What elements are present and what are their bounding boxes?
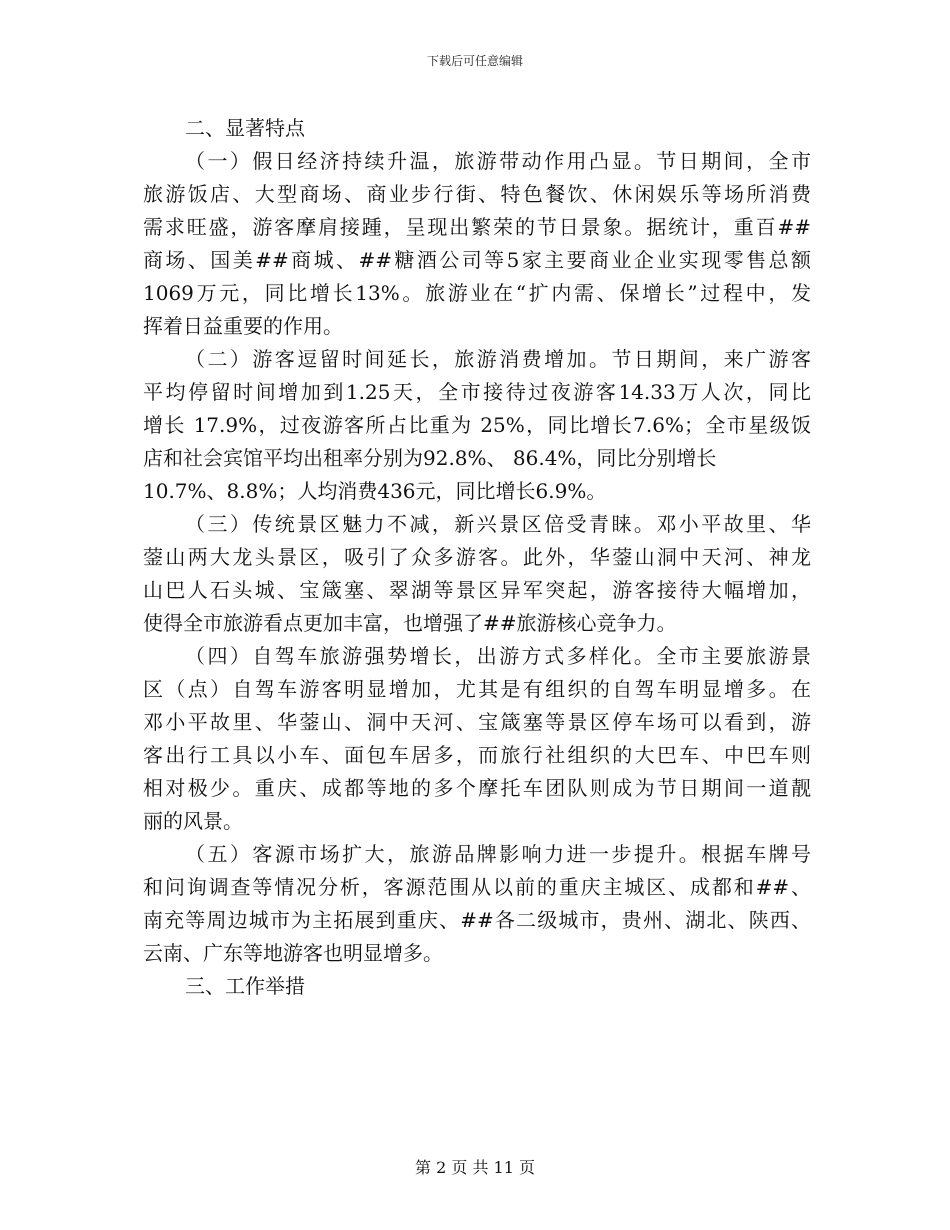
- text-line: 商场、国美##商城、##糖酒公司等5家主要商业企业实现零售总额: [143, 248, 811, 272]
- text-line: 店和社会宾馆平均出租率分别为92.8%、 86.4%，同比分别增长: [143, 446, 717, 470]
- text-line: （五）客源市场扩大，旅游品牌影响力进一步提升。根据车牌号: [185, 842, 811, 866]
- text-line: （一）假日经济持续升温，旅游带动作用凸显。节日期间，全市: [185, 149, 811, 173]
- text-line: 丽的风景。: [143, 809, 243, 833]
- page-number-footer: 第 2 页 共 11 页: [415, 1158, 535, 1177]
- paragraph-stay-duration: [143, 343, 811, 508]
- text-line: 1069万元，同比增长13%。旅游业在“扩内需、保增长”过程中，发: [143, 281, 811, 305]
- section-heading-features: 二、显著特点: [185, 116, 305, 140]
- text-line: 山巴人石头城、宝箴塞、翠湖等景区异军突起，游客接待大幅增加，: [143, 578, 811, 602]
- text-line: （四）自驾车旅游强势增长，出游方式多样化。全市主要旅游景: [185, 644, 811, 668]
- page-header-note: 下载后可任意编辑: [426, 54, 523, 68]
- text-line: 南充等周边城市为主拓展到重庆、##各二级城市，贵州、湖北、陕西、: [143, 908, 811, 932]
- text-line: 10.7%、8.8%；人均消费436元，同比增长6.9%。: [143, 479, 607, 503]
- text-line: 区（点）自驾车游客明显增加，尤其是有组织的自驾车明显增多。在: [143, 677, 811, 701]
- text-line: 云南、广东等地游客也明显增多。: [143, 941, 443, 965]
- text-line: 挥着日益重要的作用。: [143, 314, 343, 338]
- section-heading-measures: 三、工作举措: [185, 974, 305, 998]
- text-line: （二）游客逗留时间延长，旅游消费增加。节日期间，来广游客: [185, 347, 811, 371]
- text-line: 使得全市旅游看点更加丰富，也增强了##旅游核心竞争力。: [143, 611, 677, 635]
- text-line: 需求旺盛，游客摩肩接踵，呈现出繁荣的节日景象。据统计，重百##: [143, 215, 811, 239]
- text-line: 相对极少。重庆、成都等地的多个摩托车团队则成为节日期间一道靓: [143, 776, 811, 800]
- document-body: [143, 112, 811, 1003]
- text-line: 平均停留时间增加到1.25天，全市接待过夜游客14.33万人次，同比: [143, 380, 811, 404]
- text-line: 客出行工具以小车、面包车居多，而旅行社组织的大巴车、中巴车则: [143, 743, 811, 767]
- paragraph-holiday-economy: [143, 145, 811, 343]
- text-line: 旅游饭店、大型商场、商业步行街、特色餐饮、休闲娱乐等场所消费: [143, 182, 811, 206]
- text-line: 增长 17.9%，过夜游客所占比重为 25%，同比增长7.6%；全市星级饭: [143, 413, 811, 437]
- paragraph-source-market: [143, 838, 811, 970]
- paragraph-scenic-areas: [143, 508, 811, 640]
- text-line: （三）传统景区魅力不减，新兴景区倍受青睐。邓小平故里、华: [185, 512, 811, 536]
- paragraph-self-driving: [143, 640, 811, 838]
- text-line: 蓥山两大龙头景区，吸引了众多游客。此外，华蓥山洞中天河、神龙: [143, 545, 811, 569]
- text-line: 邓小平故里、华蓥山、洞中天河、宝箴塞等景区停车场可以看到，游: [143, 710, 811, 734]
- text-line: 和问询调查等情况分析，客源范围从以前的重庆主城区、成都和##、: [143, 875, 811, 899]
